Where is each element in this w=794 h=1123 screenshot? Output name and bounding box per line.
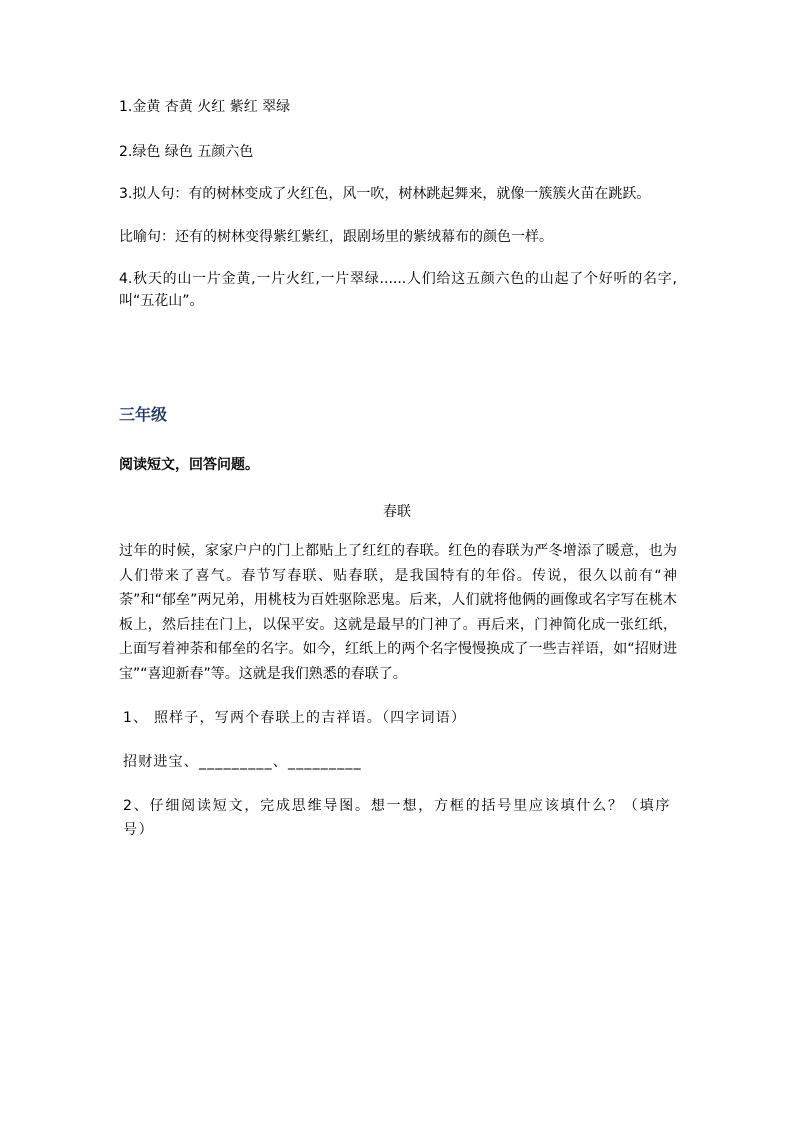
answer-1: 1.金黄 杏黄 火红 紫红 翠绿 xyxy=(119,99,291,115)
question-1-answer-blank: 招财进宝、_________、_________ xyxy=(123,754,362,770)
question-2: 2、仔细阅读短文，完成思维导图。想一想，方框的括号里应该填什么？（填序号） xyxy=(123,798,671,838)
question-1: 1、 照样子，写两个春联上的吉祥语。（四字词语） xyxy=(123,710,467,726)
answer-3-personification: 3.拟人句：有的树林变成了火红色，风一吹，树林跳起舞来，就像一簇簇火苗在跳跃。 xyxy=(119,186,651,202)
answer-2: 2.绿色 绿色 五颜六色 xyxy=(119,144,254,160)
article-body: 过年的时候，家家户户的门上都贴上了红红的春联。红色的春联为严冬增添了暖意，也为人们带来了喜气。春节写春联、贴春联，是我国特有的年俗。传说，很久以前有“神荼”和“郁垒”两兄弟，用桃枝为百姓驱除恶鬼。后来，人们就将他俩的画像或名字写在桃木板上，然后挂在门上，以保平安。这就是最早的门神了。再后来，门神简化成一张红纸，上面写着神荼和郁垒的名字。如今，红纸上的两个名字慢慢换成了一些吉祥语，如“招财进宝”“喜迎新春”等。这就是我们熟悉的春联了。 xyxy=(119,543,677,682)
reading-instruction: 阅读短文，回答问题。 xyxy=(119,457,259,473)
grade-heading: 三年级 xyxy=(119,405,168,424)
article-title: 春联 xyxy=(383,504,411,520)
answer-3-simile: 比喻句：还有的树林变得紫红紫红，跟剧场里的紫绒幕布的颜色一样。 xyxy=(119,229,553,245)
answer-4: 4.秋天的山一片金黄,一片火红,一片翠绿......人们给这五颜六色的山起了个好听的名字,叫“五花山”。 xyxy=(119,271,677,309)
